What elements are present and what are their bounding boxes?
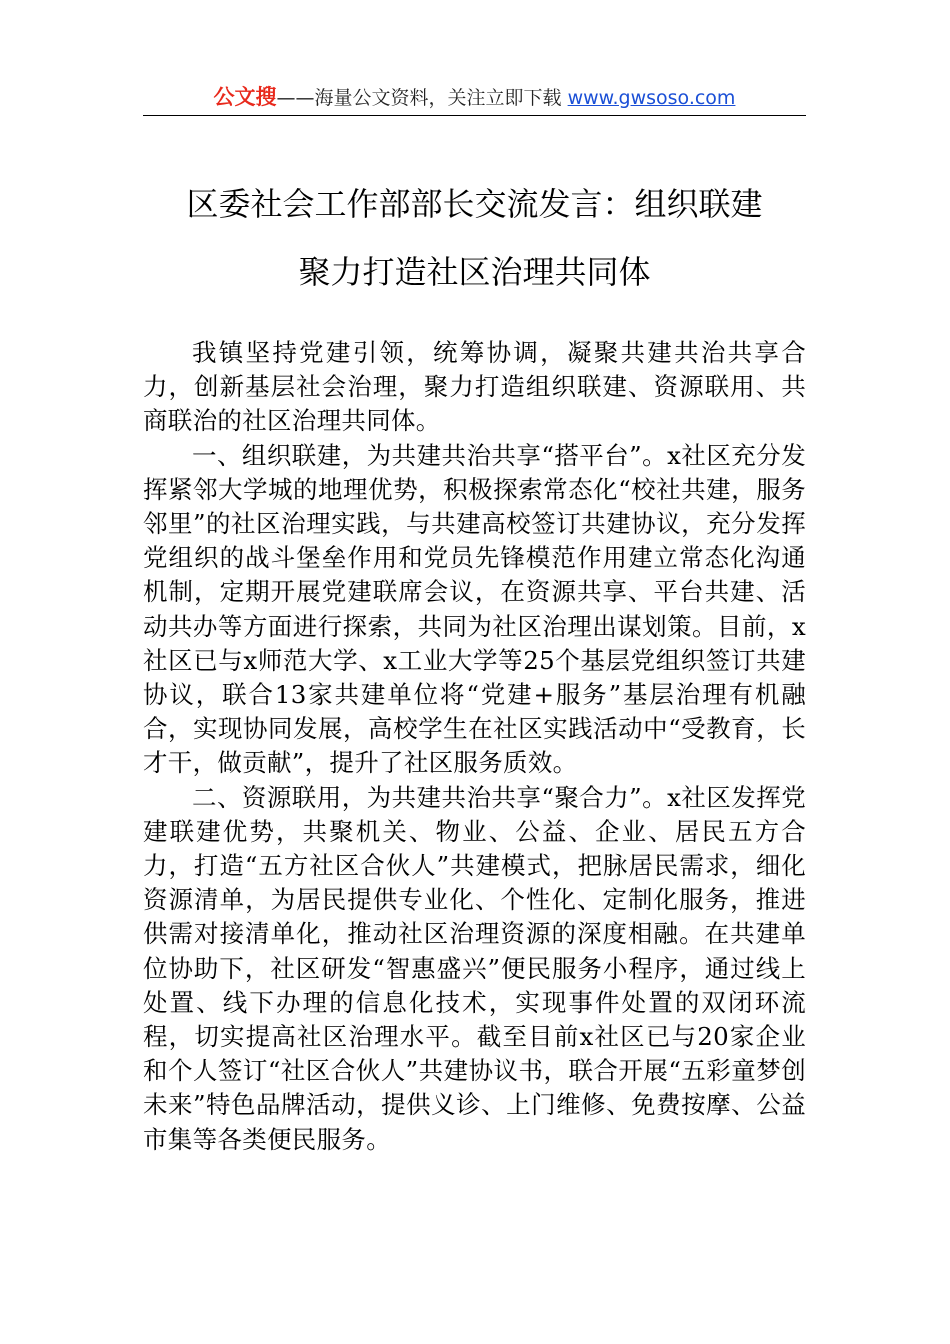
header-tagline: ——海量公文资料，关注立即下载	[276, 87, 562, 109]
document-title	[143, 170, 806, 306]
title-line-1: 区委社会工作部部长交流发言：组织联建	[186, 185, 763, 223]
section-2-paragraph: 二、资源联用，为共建共治共享“聚合力”。x社区发挥党建联建优势，共聚机关、物业、公益、企业、居民五方合力，打造“五方社区合伙人”共建模式，把脉居民需求，细化资源清单，为居民提供专业化、个性化、定制化服务，推进供需对接清单化，推动社区治理资源的深度相融。在共建单位协助下，社区研发“智惠盛兴”便民服务小程序，通过线上处置、线下办理的信息化技术，实现事件处置的双闭环流程，切实提高社区治理水平。截至目前x社区已与20家企业和个人签订“社区合伙人”共建协议书，联合开展“五彩童梦创未来”特色品牌活动，提供义诊、上门维修、免费按摩、公益市集等各类便民服务。	[143, 782, 806, 1154]
header-divider	[143, 115, 806, 116]
intro-paragraph: 我镇坚持党建引领，统筹协调，凝聚共建共治共享合力，创新基层社会治理，聚力打造组织联建、资源联用、共商联治的社区治理共同体。	[143, 338, 806, 436]
document-body	[143, 336, 806, 1157]
brand-name: 公文搜	[213, 85, 277, 109]
section-1-paragraph: 一、组织联建，为共建共治共享“搭平台”。x社区充分发挥紧邻大学城的地理优势，积极探索常态化“校社共建，服务邻里”的社区治理实践，与共建高校签订共建协议，充分发挥党组织的战斗堡垒作用和党员先锋模范作用建立常态化沟通机制，定期开展党建联席会议，在资源共享、平台共建、活动共办等方面进行探索，共同为社区治理出谋划策。目前，x社区已与x师范大学、x工业大学等25个基层党组织签订共建协议，联合13家共建单位将“党建+服务”基层治理有机融合，实现协同发展，高校学生在社区实践活动中“受教育，长才干，做贡献”，提升了社区服务质效。	[143, 440, 806, 778]
page-header	[143, 80, 806, 114]
website-link[interactable]: www.gwsoso.com	[567, 87, 736, 109]
title-line-2: 聚力打造社区治理共同体	[298, 253, 651, 291]
